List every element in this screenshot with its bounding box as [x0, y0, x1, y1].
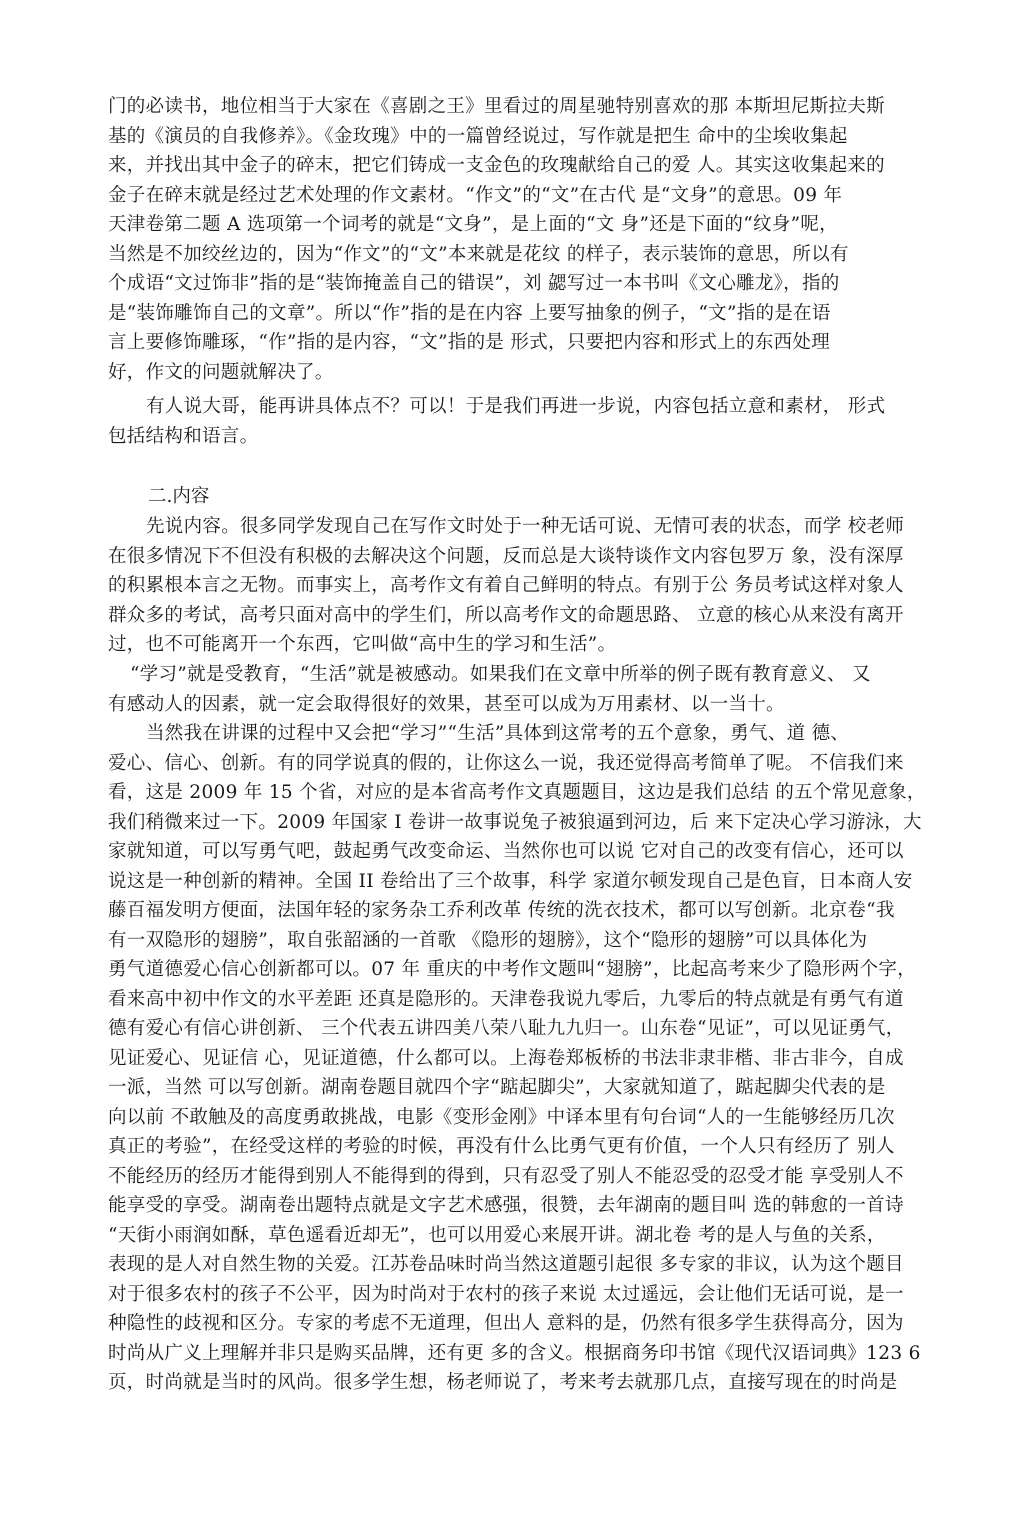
text-line: 包括结构和语言。: [108, 425, 259, 447]
text-line: 藤百福发明方便面，法国年轻的家务杂工乔利改革 传统的洗衣技术，都可以写创新。北京卷“我: [108, 900, 895, 921]
paragraph-about-content: [108, 512, 938, 660]
text-line: 个成语“文过饰非”指的是“装饰掩盖自己的错误”，刘 勰写过一本书叫《文心雕龙》，指的: [108, 273, 840, 294]
text-line: “天街小雨润如酥，草色遥看近却无”，也可以用爱心来展开讲。湖北卷 考的是人与鱼的关系，: [108, 1224, 886, 1246]
text-line: 门的必读书，地位相当于大家在《喜剧之王》里看过的周星驰特别喜欢的那 本斯坦尼斯拉夫斯: [108, 96, 885, 117]
text-line: 的积累根本言之无物。而事实上，高考作文有着自己鲜明的特点。有别于公 务员考试这样对象人: [108, 575, 904, 596]
text-line: 天津卷第二题 A 选项第一个词考的就是“文身”，是上面的“文 身”还是下面的“纹身”呢，: [108, 214, 838, 235]
text-line: 表现的是人对自然生物的关爱。江苏卷品味时尚当然这道题引起很 多专家的非议，认为这个题目: [108, 1254, 904, 1275]
text-line: “学习”就是受教育，“生活”就是被感动。如果我们在文章中所举的例子既有教育意义、 又: [130, 664, 871, 685]
text-line: 当然是不加绞丝边的，因为“作文”的“文”本来就是花纹 的样子，表示装饰的意思，所以有: [108, 243, 849, 265]
text-line: 见证爱心、见证信 心，见证道德，什么都可以。上海卷郑板桥的书法非隶非楷、非古非今，自成: [108, 1047, 904, 1069]
text-line: 我们稍微来过一下。2009 年国家 I 卷讲一故事说兔子被狼逼到河边，后 来下定决心学习游泳，大: [108, 811, 922, 833]
text-line: 来，并找出其中金子的碎末，把它们铸成一支金色的玫瑰献给自己的爱 人。其实这收集起来的: [108, 155, 885, 176]
text-line: 种隐性的歧视和区分。专家的考虑不无道理，但出人 意料的是，仍然有很多学生获得高分，因为: [108, 1313, 904, 1334]
text-line: 向以前 不敢触及的高度勇敢挑战，电影《变形金刚》中译本里有句台词“人的一生能够经历几次: [108, 1106, 895, 1128]
text-line: 基的《演员的自我修养》。《金玫瑰》中的一篇曾经说过，写作就是把生 命中的尘埃收集起: [108, 125, 848, 147]
text-line: 页，时尚就是当时的风尚。很多学生想，杨老师说了，考来考去就那几点，直接写现在的时尚是: [108, 1372, 898, 1393]
text-line: 好，作文的问题就解决了。: [108, 361, 334, 383]
text-line: 过，也不可能离开一个东西，它叫做“高中生的学习和生活”。: [108, 634, 617, 655]
text-line: 勇气道德爱心信心创新都可以。07 年 重庆的中考作文题叫“翅膀”，比起高考来少了隐形两个字，: [108, 959, 917, 980]
text-line: 能享受的享受。湖南卷出题特点就是文字艺术感强，很赞，去年湖南的题目叫 选的韩愈的一首诗: [108, 1195, 904, 1216]
text-line: 一派，当然 可以写创新。湖南卷题目就四个字“踮起脚尖”，大家就知道了，踮起脚尖代表的是: [108, 1077, 886, 1098]
text-line: 是“装饰雕饰自己的文章”。所以“作”指的是在内容 上要写抽象的例子，“文”指的是在语: [108, 302, 831, 324]
text-line: 家就知道，可以写勇气吧，鼓起勇气改变命运、当然你也可以说 它对自己的改变有信心，还可以: [108, 841, 904, 862]
text-line: 爱心、信心、创新。有的同学说真的假的，让你这么一说，我还觉得高考简单了呢。 不信我们来: [108, 752, 904, 774]
paragraph-five-themes: [108, 719, 938, 1398]
text-line: 有感动人的因素，就一定会取得很好的效果，甚至可以成为万用素材、以一当十。: [108, 693, 785, 715]
text-line: 真正的考验”，在经受这样的考验的时候，再没有什么比勇气更有价值，一个人只有经历了 别人: [108, 1136, 895, 1157]
text-line: 对于很多农村的孩子不公平，因为时尚对于农村的孩子来说 太过遥远，会让他们无话可说，是一: [108, 1283, 904, 1305]
text-line: 金子在碎末就是经过艺术处理的作文素材。“作文”的“文”在古代 是“文身”的意思。09 年: [108, 184, 843, 206]
text-line: 在很多情况下不但没有积极的去解决这个问题，反而总是大谈特谈作文内容包罗万 象，没有深厚: [108, 545, 904, 567]
text-line: 不能经历的经历才能得到别人不能得到的得到，只有忍受了别人不能忍受的忍受才能 享受别人不: [108, 1165, 904, 1187]
text-line: 有一双隐形的翅膀”，取自张韶涵的一首歌 《隐形的翅膀》，这个“隐形的翅膀”可以具体化为: [108, 929, 868, 951]
paragraph-study-and-life: [108, 660, 938, 719]
text-line: 时尚从广义上理解并非只是购买品牌，还有更 多的含义。根据商务印书馆《现代汉语词典》123 6: [108, 1342, 921, 1364]
text-line: 说这是一种创新的精神。全国 II 卷给出了三个故事，科学 家道尔顿发现自己是色盲，日本商人安: [108, 870, 913, 892]
text-line: 群众多的考试，高考只面对高中的学生们，所以高考作文的命题思路、 立意的核心从来没有离开: [108, 604, 904, 626]
paragraph-writing-definition: [108, 92, 938, 387]
text-line: 言上要修饰雕琢，“作”指的是内容，“文”指的是 形式，只要把内容和形式上的东西处理: [108, 332, 831, 353]
text-line: 当然我在讲课的过程中又会把“学习”“生活”具体到这常考的五个意象，勇气、道 德、: [146, 723, 850, 744]
text-line: 有人说大哥，能再讲具体点不？可以！于是我们再进一步说，内容包括立意和素材， 形式: [146, 396, 886, 417]
text-line: 看来高中初中作文的水平差距 还真是隐形的。天津卷我说九零后，九零后的特点就是有勇气有道: [108, 988, 904, 1010]
text-line: 看，这是 2009 年 15 个省，对应的是本省高考作文真题题目，这边是我们总结 的五个常见意象，: [108, 782, 926, 803]
section-heading: 二.内容: [148, 486, 210, 507]
text-line: 先说内容。很多同学发现自己在写作文时处于一种无话可说、无情可表的状态，而学 校老师: [146, 516, 905, 537]
paragraph-content-and-form: [108, 392, 938, 451]
text-line: 德有爱心有信心讲创新、 三个代表五讲四美八荣八耻九九归一。山东卷“见证”，可以见证勇气，: [108, 1018, 905, 1039]
